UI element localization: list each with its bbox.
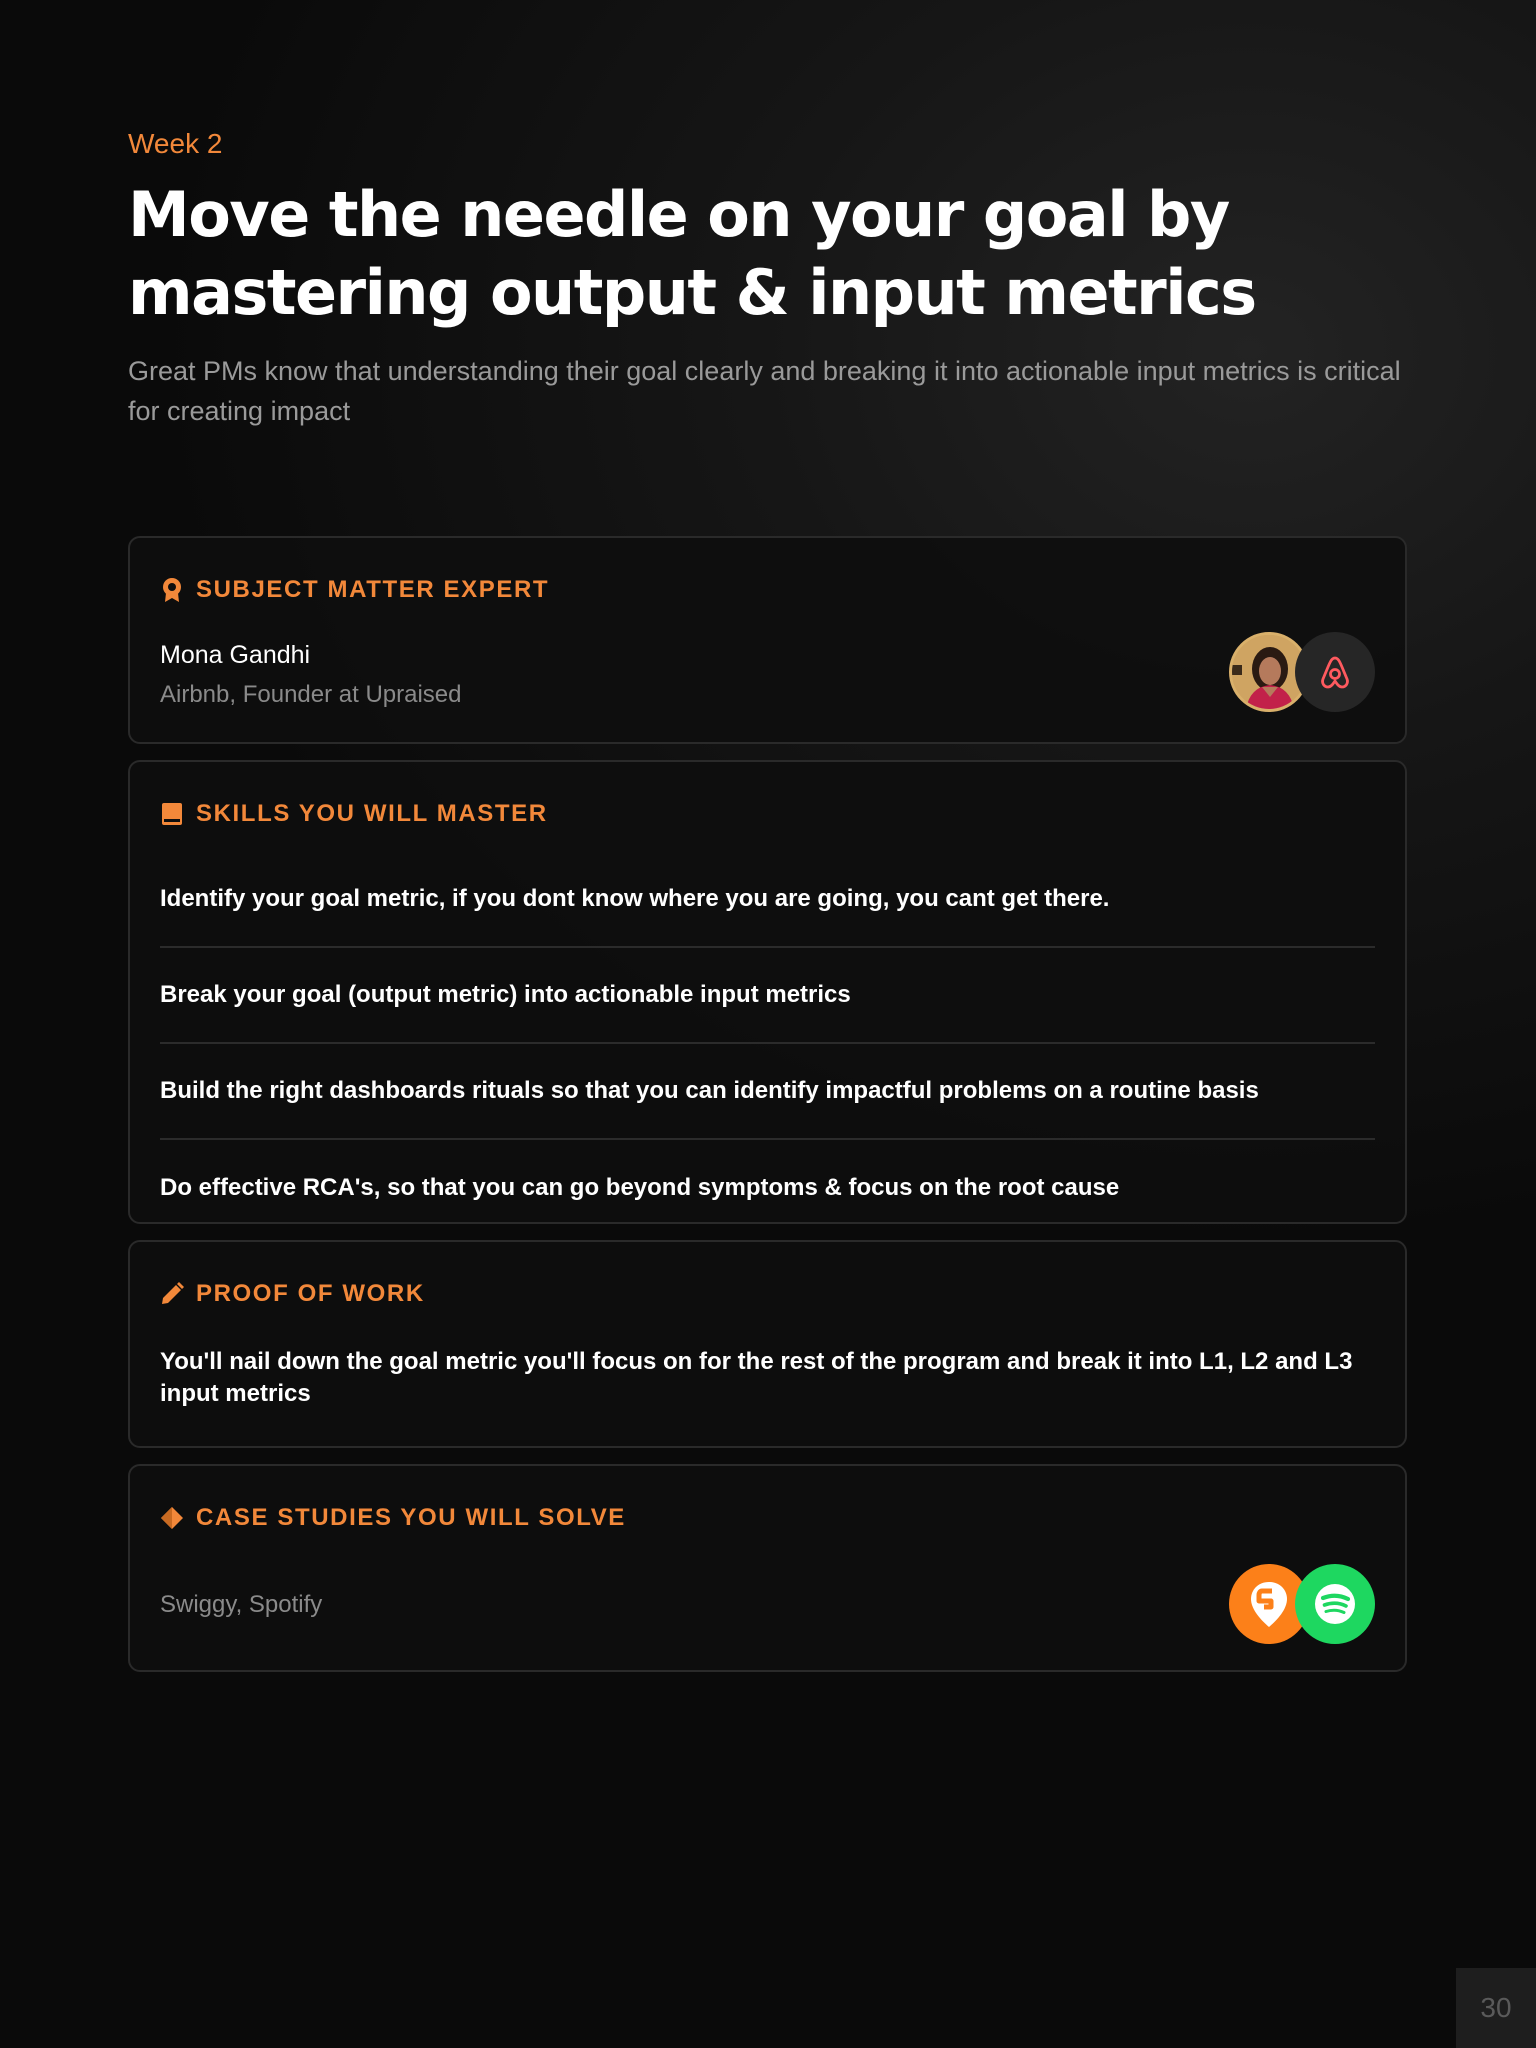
- shapes-icon: [160, 1505, 184, 1531]
- airbnb-logo-icon: [1295, 632, 1375, 712]
- case-study-logos: [1229, 1564, 1375, 1644]
- page-title: Move the needle on your goal by mastering output & input metrics: [128, 178, 1256, 329]
- book-icon: [160, 801, 184, 827]
- skills-card-header: [160, 800, 548, 828]
- list-item: Build the right dashboards rituals so that you can identify impactful problems on a routine basis: [160, 1044, 1375, 1140]
- list-item: Break your goal (output metric) into actionable input metrics: [160, 948, 1375, 1044]
- case-studies-companies: Swiggy, Spotify: [160, 1591, 323, 1618]
- expert-name: Mona Gandhi: [160, 641, 311, 669]
- week-label: Week 2: [128, 128, 223, 159]
- list-item: Identify your goal metric, if you dont know where you are going, you cant get there.: [160, 852, 1375, 948]
- expert-card: [128, 536, 1407, 744]
- skills-list: [160, 852, 1375, 1236]
- award-icon: [160, 577, 184, 603]
- proof-card: [128, 1240, 1407, 1448]
- proof-heading: PROOF OF WORK: [196, 1280, 425, 1307]
- expert-avatars: [1229, 632, 1375, 712]
- skills-card: [128, 760, 1407, 1224]
- spotify-logo-icon: [1295, 1564, 1375, 1644]
- expert-role: Airbnb, Founder at Upraised: [160, 681, 462, 708]
- expert-card-header: [160, 576, 549, 604]
- case-studies-card: [128, 1464, 1407, 1672]
- pencil-icon: [160, 1281, 184, 1307]
- case-studies-heading: CASE STUDIES YOU WILL SOLVE: [196, 1504, 626, 1531]
- page-subtitle: Great PMs know that understanding their goal clearly and breaking it into actionable input metrics is critical for creating impact: [128, 356, 1401, 426]
- list-item: Do effective RCA's, so that you can go beyond symptoms & focus on the root cause: [160, 1174, 1120, 1201]
- proof-card-header: [160, 1280, 425, 1308]
- case-studies-card-header: [160, 1504, 626, 1532]
- expert-heading: SUBJECT MATTER EXPERT: [196, 576, 550, 603]
- proof-text: You'll nail down the goal metric you'll focus on for the rest of the program and break it into L1, L2 and L3 input metrics: [160, 1348, 1353, 1407]
- page-number: 30: [1456, 1968, 1536, 2048]
- skills-heading: SKILLS YOU WILL MASTER: [196, 800, 548, 827]
